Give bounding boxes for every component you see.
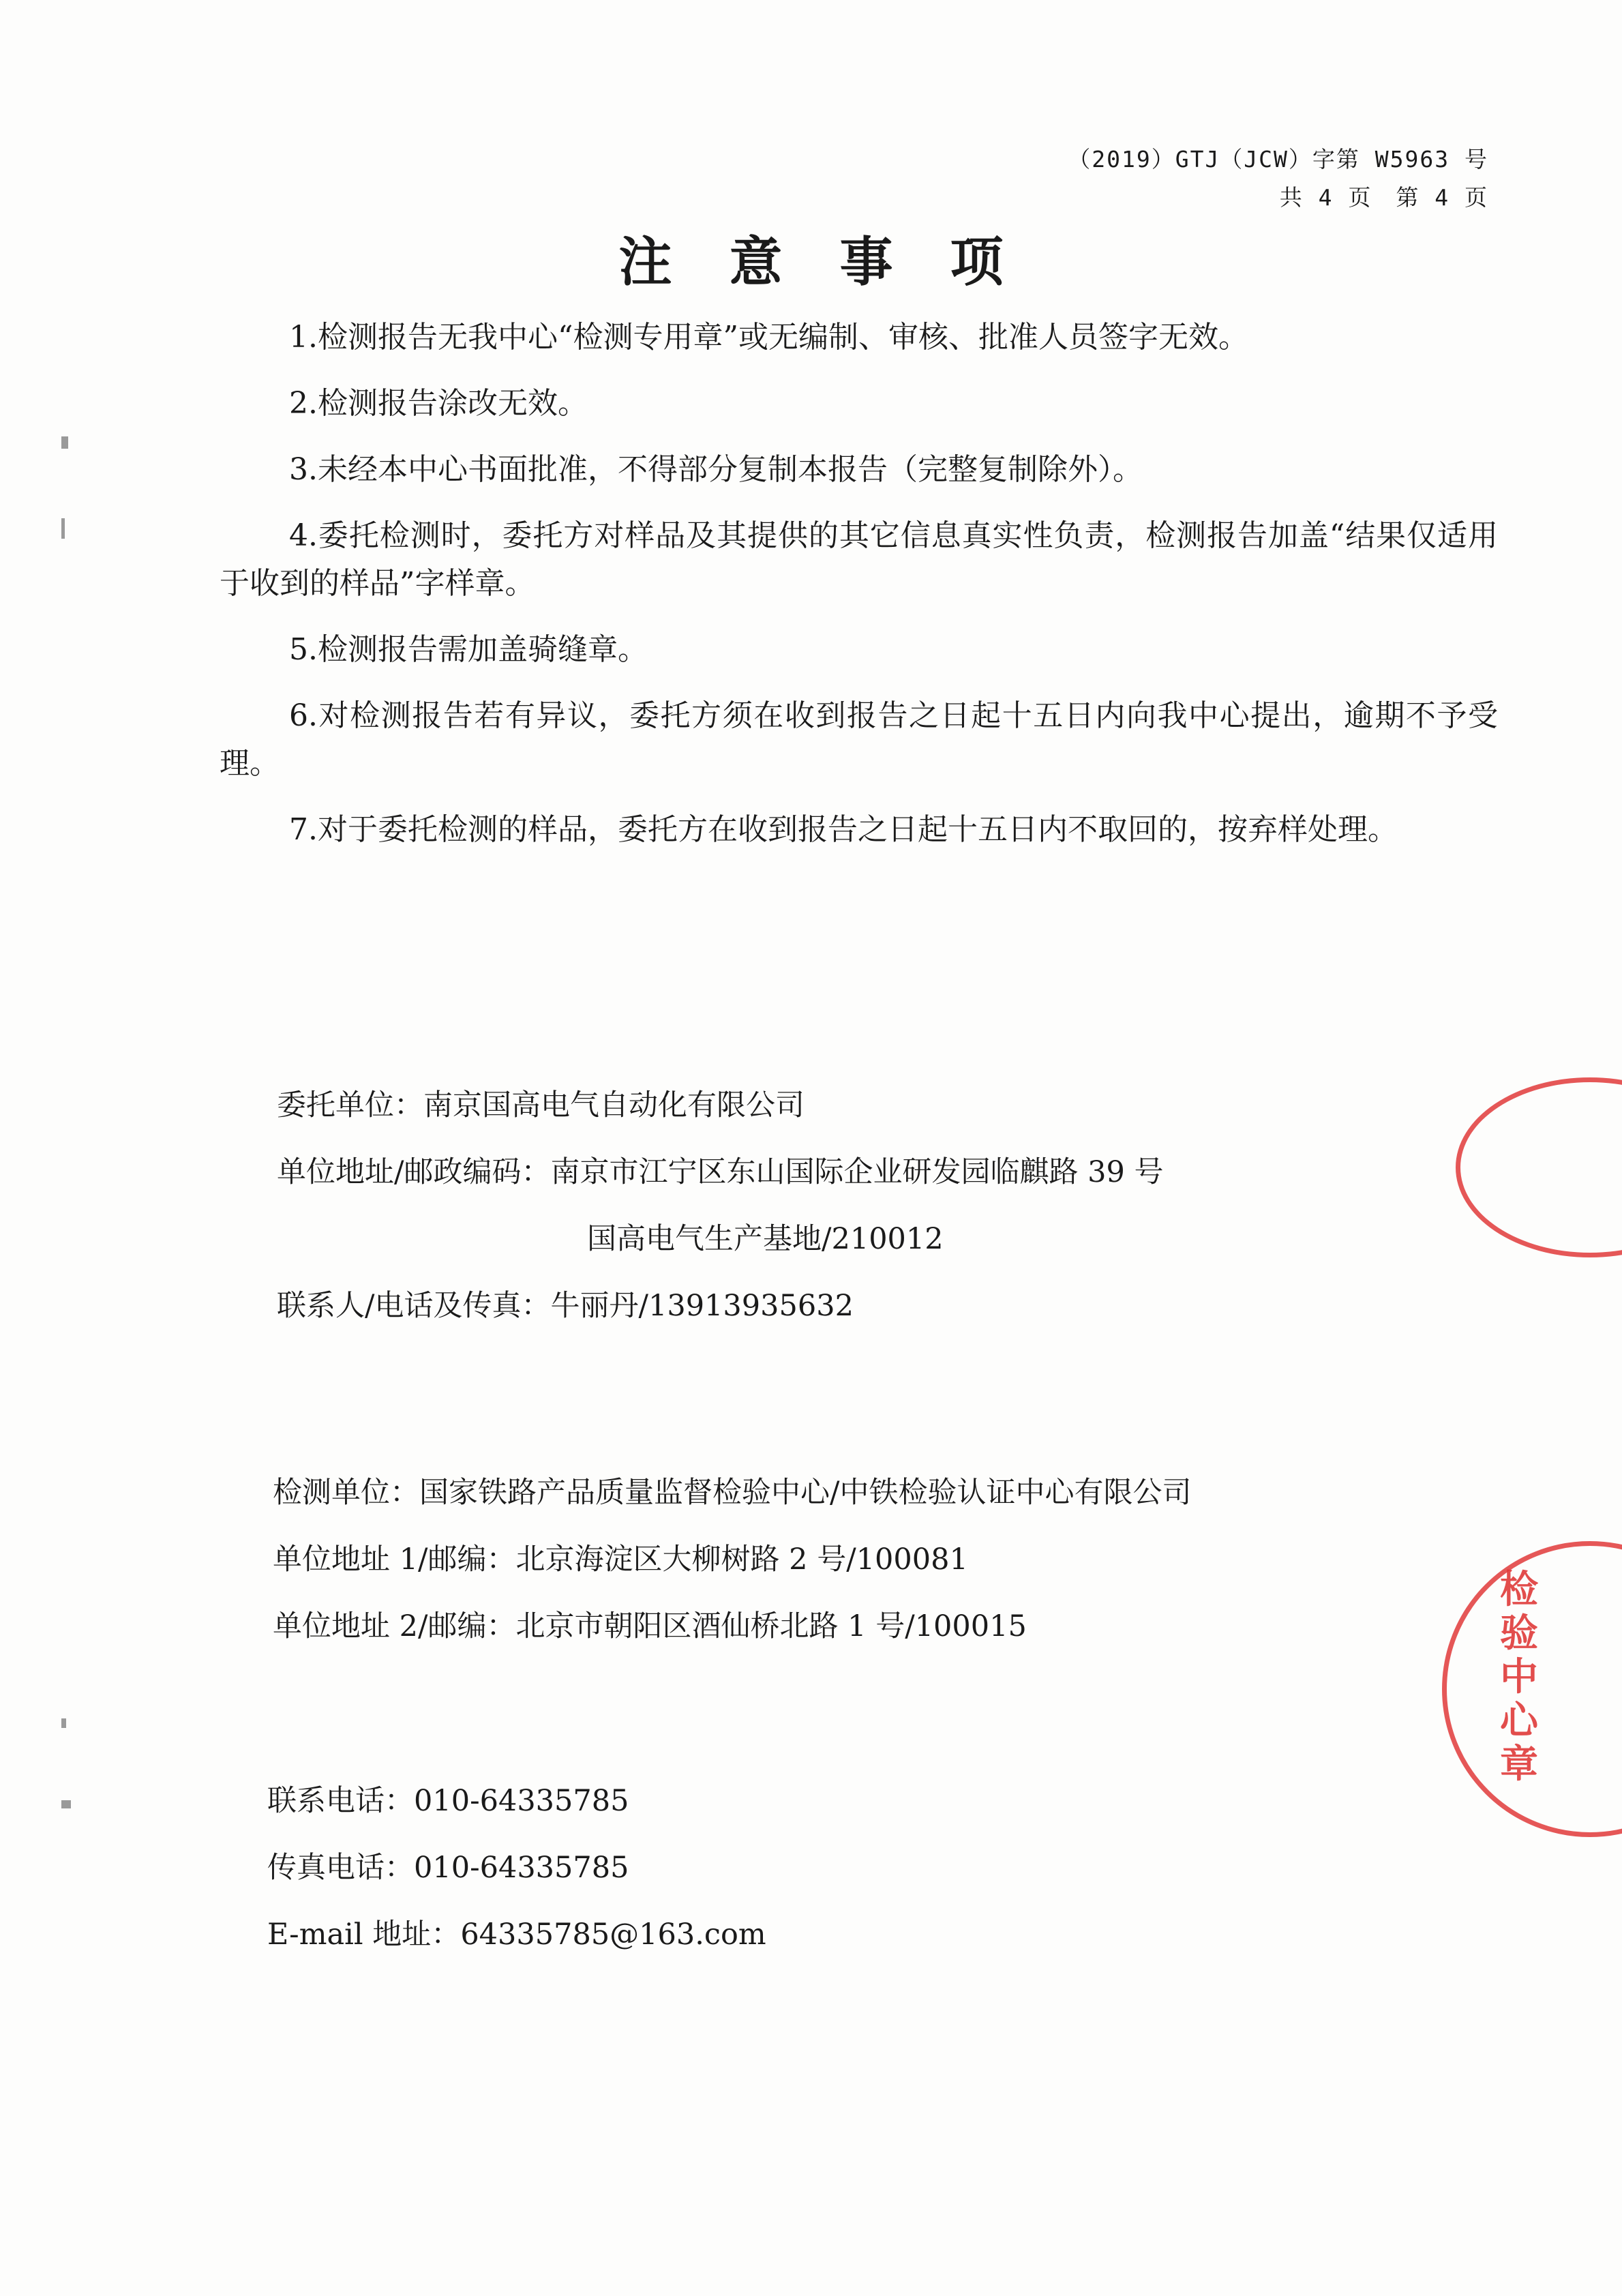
note-item: 4.委托检测时，委托方对样品及其提供的其它信息真实性负责，检测报告加盖“结果仅适用于收到的样品”字样章。 — [220, 518, 1498, 601]
lab-unit-value: 国家铁路产品质量监督检验中心/中铁检验认证中心有限公司 — [419, 1476, 1192, 1510]
report-header — [1068, 140, 1488, 217]
client-contact-label: 联系人/电话及传真： — [277, 1289, 551, 1323]
scan-mark — [61, 1718, 66, 1728]
contact-email-row — [267, 1901, 766, 1968]
client-address-row — [277, 1139, 1164, 1206]
client-info — [277, 1072, 1164, 1339]
client-unit-row — [277, 1072, 1164, 1139]
contact-fax-row — [267, 1834, 766, 1901]
client-address-line2: 国高电气生产基地/210012 — [587, 1222, 944, 1256]
scan-mark — [61, 1800, 71, 1808]
client-contact-row — [277, 1272, 1164, 1339]
contact-email-label: E-mail 地址： — [267, 1918, 461, 1952]
lab-address1-row — [273, 1526, 1192, 1593]
contact-fax-label: 传真电话： — [267, 1851, 414, 1885]
client-address-continuation — [277, 1206, 1164, 1272]
lab-info — [273, 1459, 1192, 1660]
lab-address1-value: 北京海淀区大柳树路 2 号/100081 — [515, 1542, 968, 1577]
contact-fax-value: 010-64335785 — [414, 1851, 629, 1885]
lab-unit-label: 检测单位： — [273, 1476, 419, 1510]
stamp-text: 检验中心章 — [1500, 1568, 1538, 1787]
note-item: 3.未经本中心书面批准，不得部分复制本报告（完整复制除外）。 — [289, 452, 1143, 487]
page-title: 注意事项 — [618, 232, 1061, 293]
notes-list — [220, 314, 1498, 872]
lab-address2-value: 北京市朝阳区酒仙桥北路 1 号/100015 — [515, 1609, 1027, 1643]
contact-info — [267, 1768, 766, 1968]
contact-phone-value: 010-64335785 — [414, 1784, 629, 1818]
lab-address1-label: 单位地址 1/邮编： — [273, 1542, 516, 1577]
client-address-line1: 南京市江宁区东山国际企业研发园临麒路 39 号 — [550, 1155, 1164, 1189]
lab-address2-label: 单位地址 2/邮编： — [273, 1609, 516, 1643]
note-item: 6.对检测报告若有异议，委托方须在收到报告之日起十五日内向我中心提出，逾期不予受理。 — [220, 698, 1498, 781]
client-address-label: 单位地址/邮政编码： — [277, 1155, 551, 1189]
contact-email-value: 64335785@163.com — [460, 1918, 766, 1952]
scan-mark — [61, 436, 68, 449]
report-number: （2019）GTJ（JCW）字第 W5963 号 — [1068, 146, 1488, 173]
contact-phone-row — [267, 1768, 766, 1834]
lab-unit-row — [273, 1459, 1192, 1526]
client-contact-value: 牛丽丹/13913935632 — [550, 1289, 854, 1323]
seam-stamp-fragment — [1456, 1077, 1622, 1257]
scan-mark — [61, 518, 65, 539]
note-item: 5.检测报告需加盖骑缝章。 — [289, 632, 648, 667]
client-unit-value: 南京国高电气自动化有限公司 — [423, 1088, 805, 1122]
contact-phone-label: 联系电话： — [267, 1784, 414, 1818]
note-item: 1.检测报告无我中心“检测专用章”或无编制、审核、批准人员签字无效。 — [289, 320, 1248, 355]
note-item: 7.对于委托检测的样品，委托方在收到报告之日起十五日内不取回的，按弃样处理。 — [289, 812, 1398, 847]
note-item: 2.检测报告涂改无效。 — [289, 386, 588, 421]
page-info: 共 4 页 第 4 页 — [1279, 184, 1488, 211]
client-unit-label: 委托单位： — [277, 1088, 423, 1122]
lab-address2-row — [273, 1593, 1192, 1660]
